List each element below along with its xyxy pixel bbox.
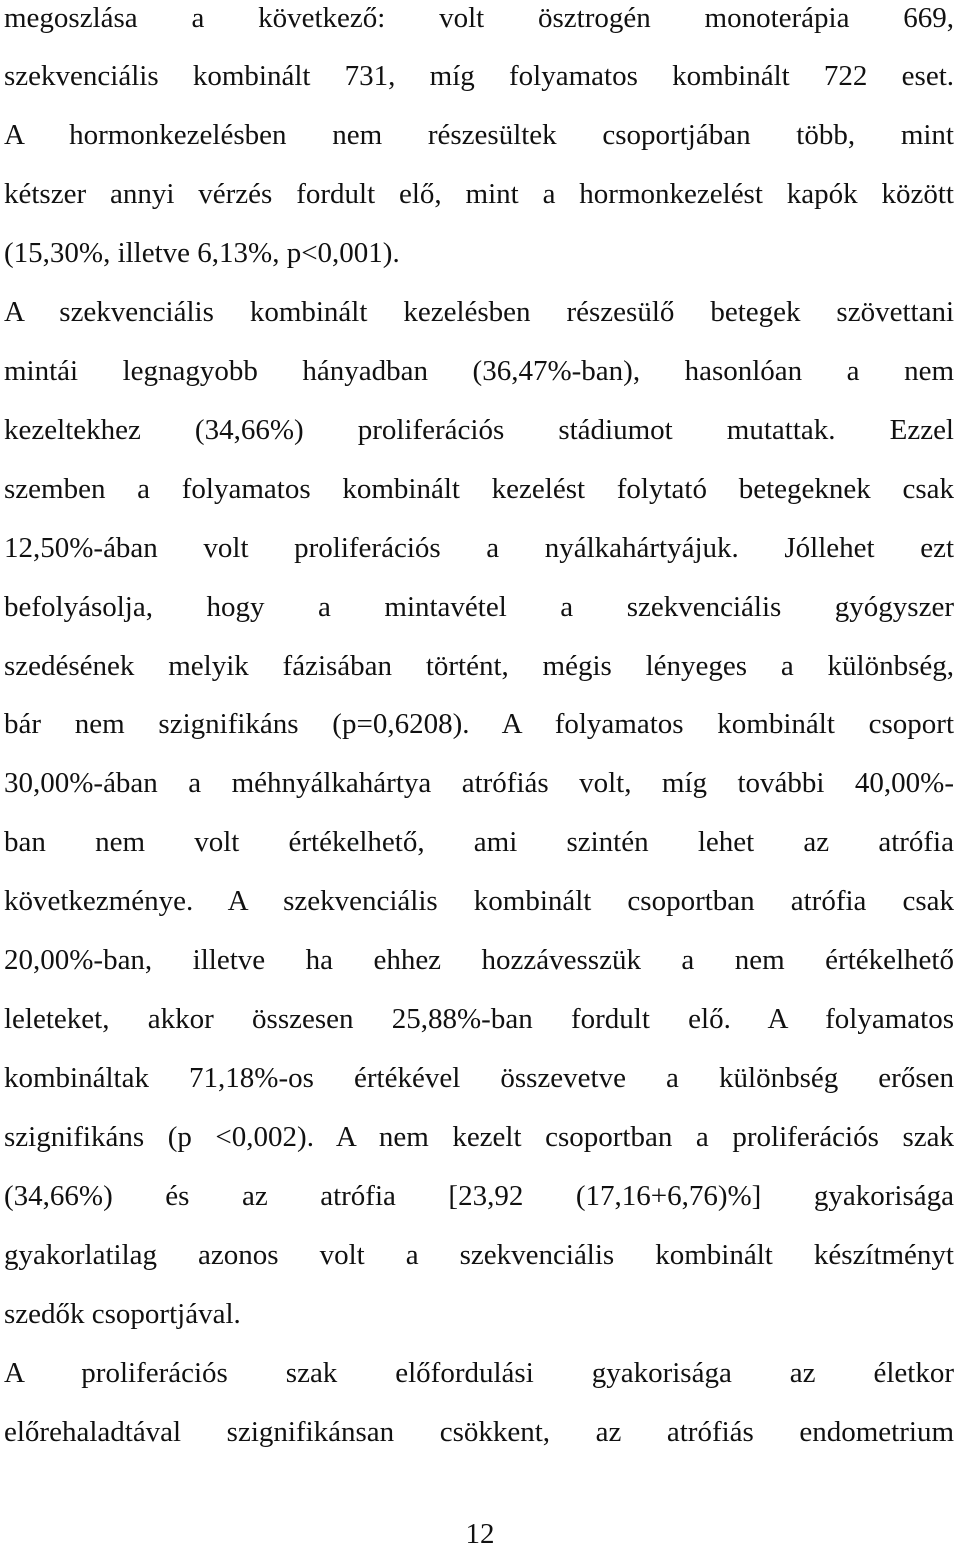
text-line: szignifikáns (p <0,002). A nem kezelt csoportban a proliferációs szak: [4, 1121, 954, 1153]
text-line: ban nem volt értékelhető, ami szintén lehet az atrófia: [4, 826, 954, 858]
text-line: A proliferációs szak előfordulási gyakorisága az életkor: [4, 1357, 954, 1389]
text-line: gyakorlatilag azonos volt a szekvenciális kombinált készítményt: [4, 1239, 954, 1271]
text-line: szekvenciális kombinált 731, míg folyamatos kombinált 722 eset.: [4, 60, 954, 92]
text-line: szemben a folyamatos kombinált kezelést folytató betegeknek csak: [4, 473, 954, 505]
text-line: (15,30%, illetve 6,13%, p<0,001).: [4, 237, 400, 269]
text-line: leleteket, akkor összesen 25,88%-ban fordult elő. A folyamatos: [4, 1003, 954, 1035]
text-line: A hormonkezelésben nem részesültek csoportjában több, mint: [4, 119, 954, 151]
page-number: 12: [465, 1518, 495, 1550]
text-line: A szekvenciális kombinált kezelésben részesülő betegek szövettani: [4, 296, 954, 328]
text-line: kétszer annyi vérzés fordult elő, mint a hormonkezelést kapók között: [4, 178, 954, 210]
text-line: befolyásolja, hogy a mintavétel a szekvenciális gyógyszer: [4, 591, 954, 623]
text-line: 30,00%-ában a méhnyálkahártya atrófiás volt, míg további 40,00%-: [4, 767, 954, 799]
text-line: megoszlása a következő: volt ösztrogén monoterápia 669,: [4, 2, 954, 34]
text-line: előrehaladtával szignifikánsan csökkent, az atrófiás endometrium: [4, 1416, 954, 1448]
text-line: (34,66%) és az atrófia [23,92 (17,16+6,76)%] gyakorisága: [4, 1180, 954, 1212]
text-line: bár nem szignifikáns (p=0,6208). A folyamatos kombinált csoport: [4, 708, 954, 740]
text-line: szedésének melyik fázisában történt, mégis lényeges a különbség,: [4, 650, 954, 682]
text-line: kezeltekhez (34,66%) proliferációs stádiumot mutattak. Ezzel: [4, 414, 954, 446]
text-line: 12,50%-ában volt proliferációs a nyálkahártyájuk. Jóllehet ezt: [4, 532, 954, 564]
text-line: szedők csoportjával.: [4, 1298, 241, 1330]
text-line: mintái legnagyobb hányadban (36,47%-ban), hasonlóan a nem: [4, 355, 954, 387]
text-line: kombináltak 71,18%-os értékével összevetve a különbség erősen: [4, 1062, 954, 1094]
text-line: következménye. A szekvenciális kombinált csoportban atrófia csak: [4, 885, 954, 917]
text-line: 20,00%-ban, illetve ha ehhez hozzávesszük a nem értékelhető: [4, 944, 954, 976]
